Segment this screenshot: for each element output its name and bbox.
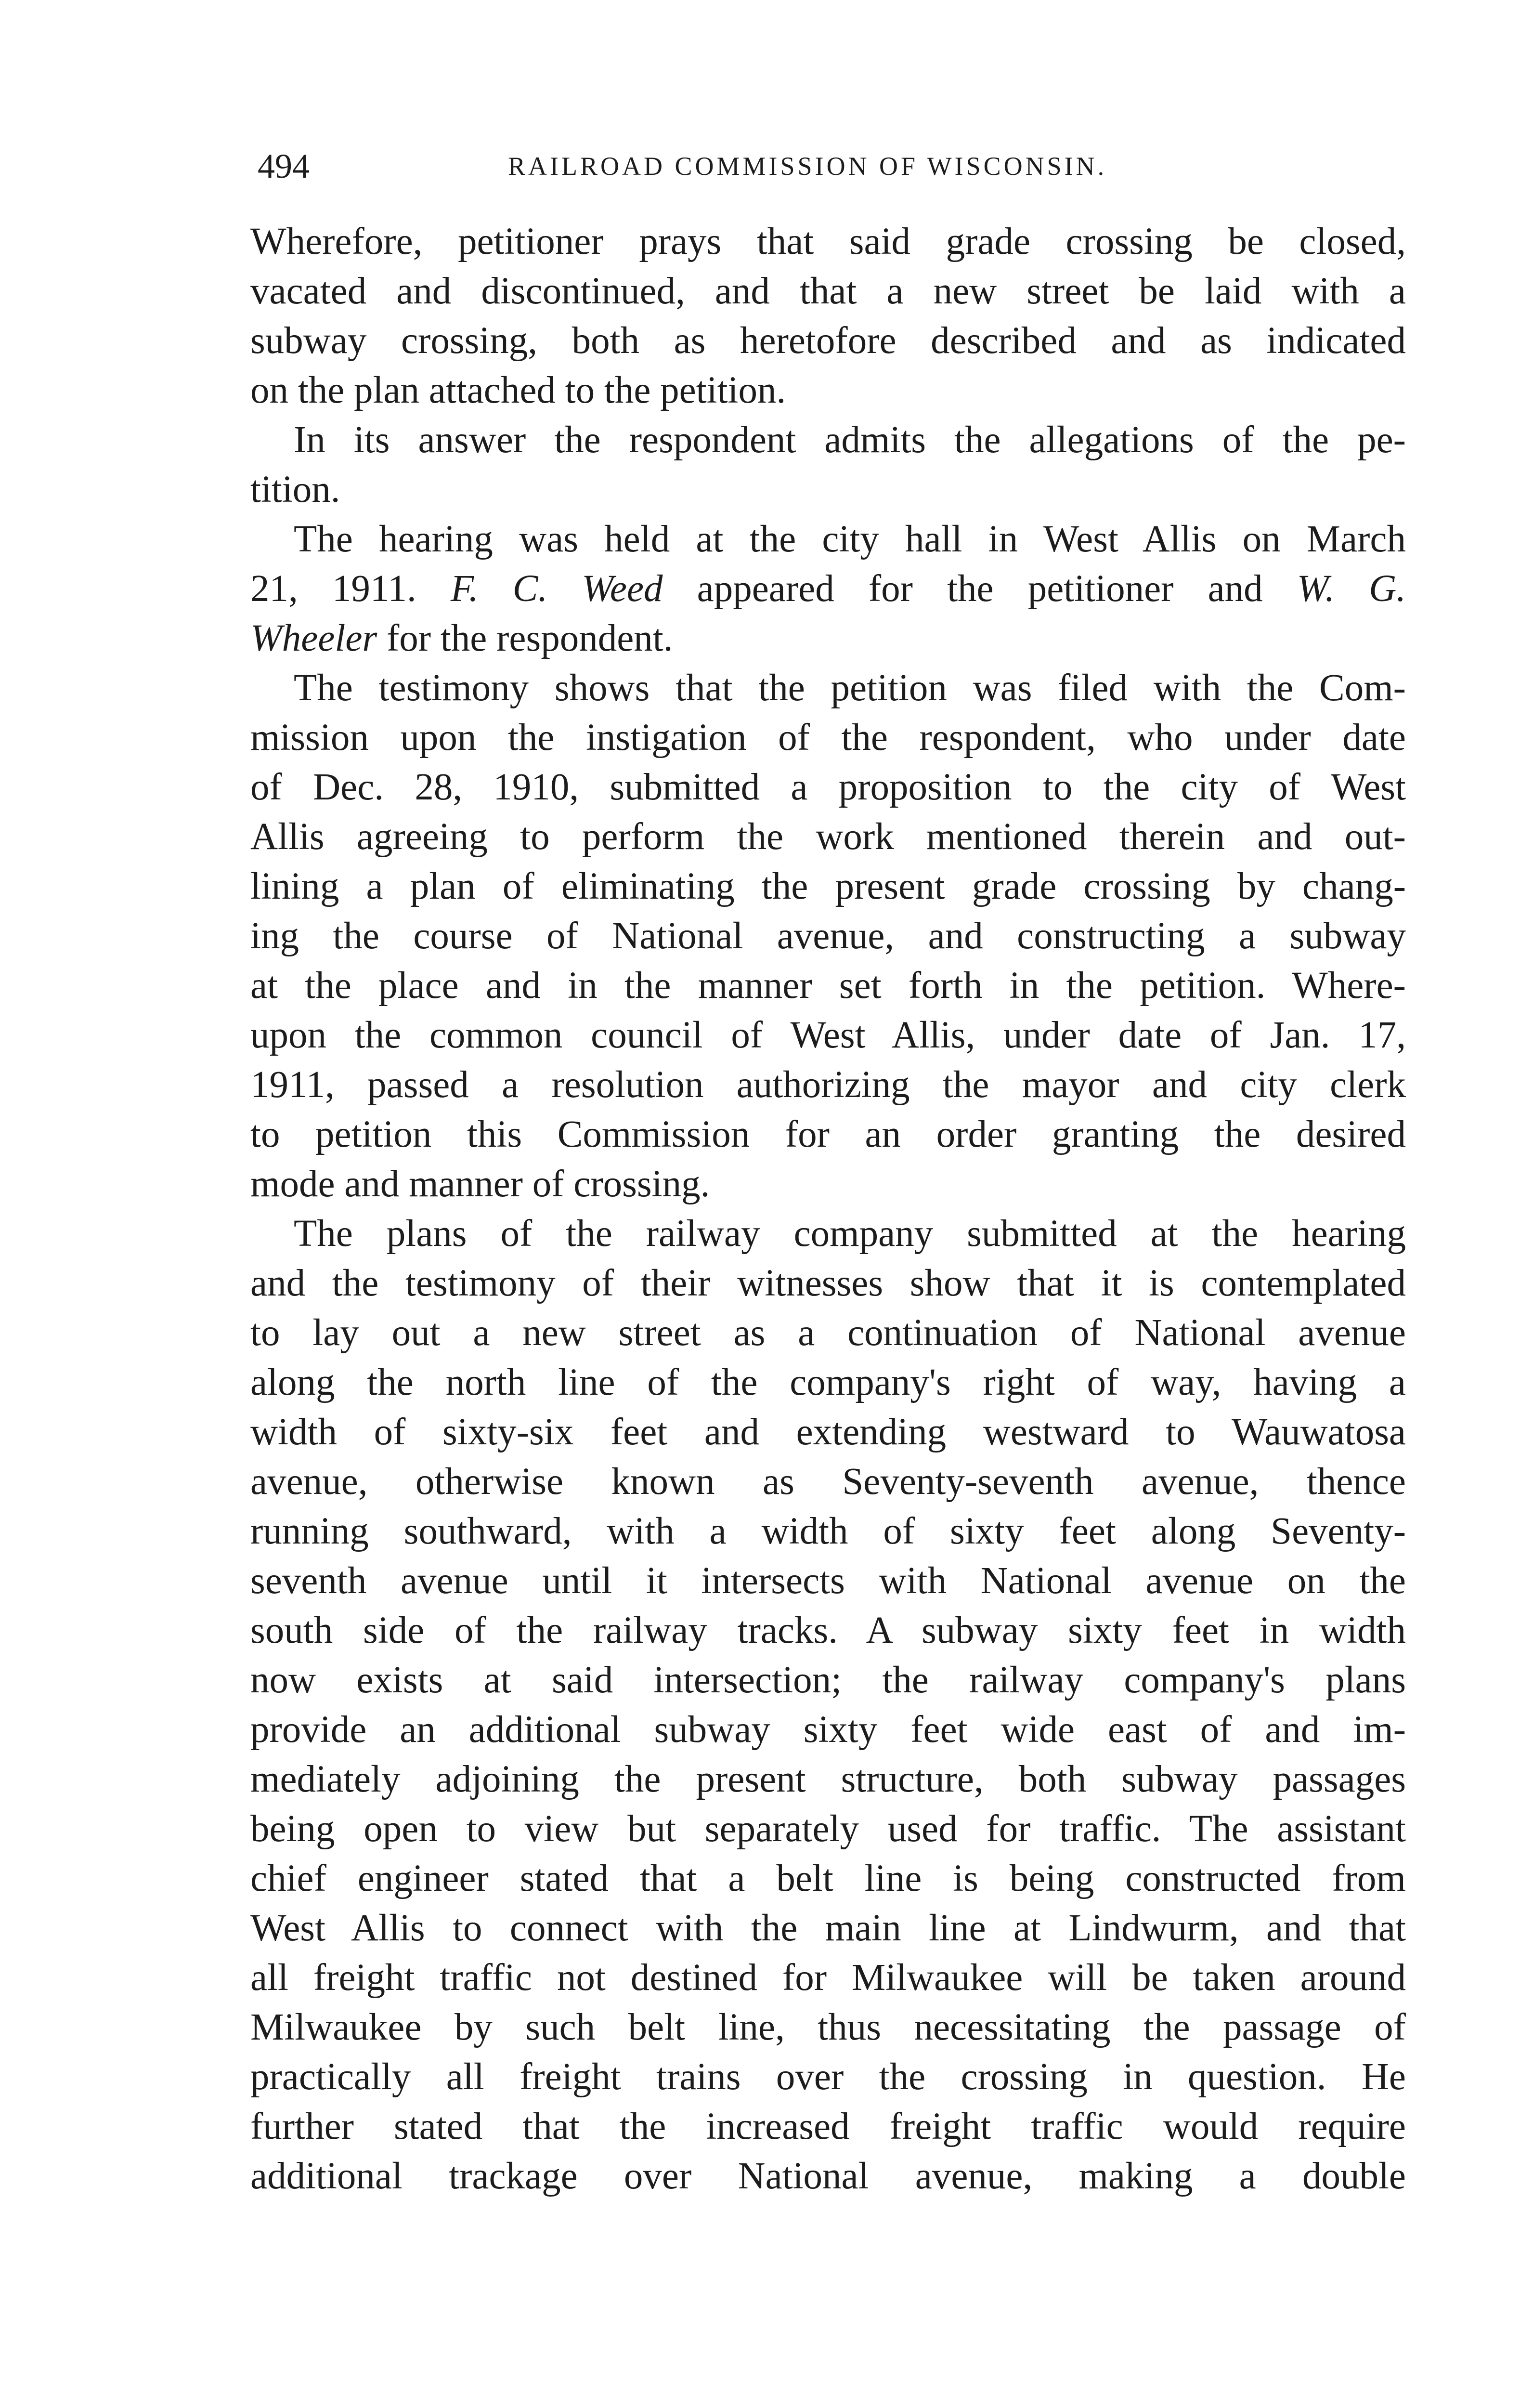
- text-line: width of sixty-six feet and extending westward to Wauwatosa: [250, 1411, 1406, 1453]
- paragraph: [250, 663, 1406, 1209]
- text-line: mission upon the instigation of the respondent, who under date: [250, 717, 1406, 759]
- paragraph: [250, 514, 1406, 663]
- text-segment: 21, 1911.: [250, 568, 451, 610]
- text-line: at the place and in the manner set forth in the petition. Where-: [250, 965, 1406, 1007]
- paragraph: [250, 217, 1406, 415]
- text-line: seventh avenue until it intersects with National avenue on the: [250, 1560, 1406, 1602]
- text-line: [250, 564, 1406, 614]
- attorney-name: Wheeler: [250, 617, 377, 659]
- text-line: Wherefore, petitioner prays that said grade crossing be closed,: [250, 221, 1406, 262]
- running-head: RAILROAD COMMISSION OF WISCONSIN.: [508, 152, 1107, 181]
- text-line: practically all freight trains over the crossing in question. He: [250, 2056, 1406, 2098]
- text-line: 1911, passed a resolution authorizing the mayor and city clerk: [250, 1064, 1406, 1106]
- text-line: subway crossing, both as heretofore described and as indicated: [250, 320, 1406, 362]
- paragraph: [250, 1209, 1406, 2201]
- text-line: lining a plan of eliminating the present grade crossing by chang-: [250, 865, 1406, 907]
- text-line: to lay out a new street as a continuation of National avenue: [250, 1312, 1406, 1354]
- text-line: on the plan attached to the petition.: [250, 369, 786, 411]
- text-line: The testimony shows that the petition was filed with the Com-: [294, 667, 1406, 709]
- attorney-name: W. G.: [1297, 568, 1406, 610]
- text-line: mode and manner of crossing.: [250, 1163, 710, 1205]
- text-line: chief engineer stated that a belt line is being constructed from: [250, 1858, 1406, 1899]
- text-line: The plans of the railway company submitted at the hearing: [294, 1213, 1406, 1255]
- text-line: West Allis to connect with the main line at Lindwurm, and that: [250, 1907, 1406, 1949]
- text-line: to petition this Commission for an order granting the desired: [250, 1113, 1406, 1155]
- text-line: Allis agreeing to perform the work mentioned therein and out-: [250, 816, 1406, 858]
- text-line: along the north line of the company's right of way, having a: [250, 1361, 1406, 1403]
- text-line: additional trackage over National avenue, making a double: [250, 2155, 1406, 2197]
- text-line: upon the common council of West Allis, under date of Jan. 17,: [250, 1014, 1406, 1056]
- text-line: provide an additional subway sixty feet wide east of and im-: [250, 1709, 1406, 1751]
- text-line: being open to view but separately used for traffic. The assistant: [250, 1808, 1406, 1850]
- text-line: avenue, otherwise known as Seventy-seventh avenue, thence: [250, 1461, 1406, 1503]
- text-line: ing the course of National avenue, and constructing a subway: [250, 915, 1406, 957]
- page-header: [258, 140, 1413, 193]
- text-line: and the testimony of their witnesses show that it is contemplated: [250, 1262, 1406, 1304]
- page-number: 494: [258, 147, 310, 185]
- text-line: tition.: [250, 469, 340, 510]
- paragraph: [250, 415, 1406, 514]
- text-line: In its answer the respondent admits the allegations of the pe-: [294, 419, 1406, 461]
- text-segment: appeared for the petitioner and: [663, 568, 1297, 610]
- text-line: The hearing was held at the city hall in West Allis on March: [294, 518, 1406, 560]
- text-line: running southward, with a width of sixty feet along Seventy-: [250, 1510, 1406, 1552]
- body-text: [250, 217, 1406, 2201]
- text-line: mediately adjoining the present structure, both subway passages: [250, 1758, 1406, 1800]
- text-line: vacated and discontinued, and that a new street be laid with a: [250, 270, 1406, 312]
- text-line: further stated that the increased freight traffic would require: [250, 2106, 1406, 2147]
- text-line: [250, 614, 1406, 663]
- text-line: now exists at said intersection; the railway company's plans: [250, 1659, 1406, 1701]
- text-line: of Dec. 28, 1910, submitted a proposition to the city of West: [250, 766, 1406, 808]
- text-line: Milwaukee by such belt line, thus necessitating the passage of: [250, 2006, 1406, 2048]
- text-segment: for the respondent.: [377, 617, 673, 659]
- text-line: all freight traffic not destined for Milwaukee will be taken around: [250, 1957, 1406, 1999]
- text-line: south side of the railway tracks. A subway sixty feet in width: [250, 1610, 1406, 1651]
- attorney-name: F. C. Weed: [450, 568, 663, 610]
